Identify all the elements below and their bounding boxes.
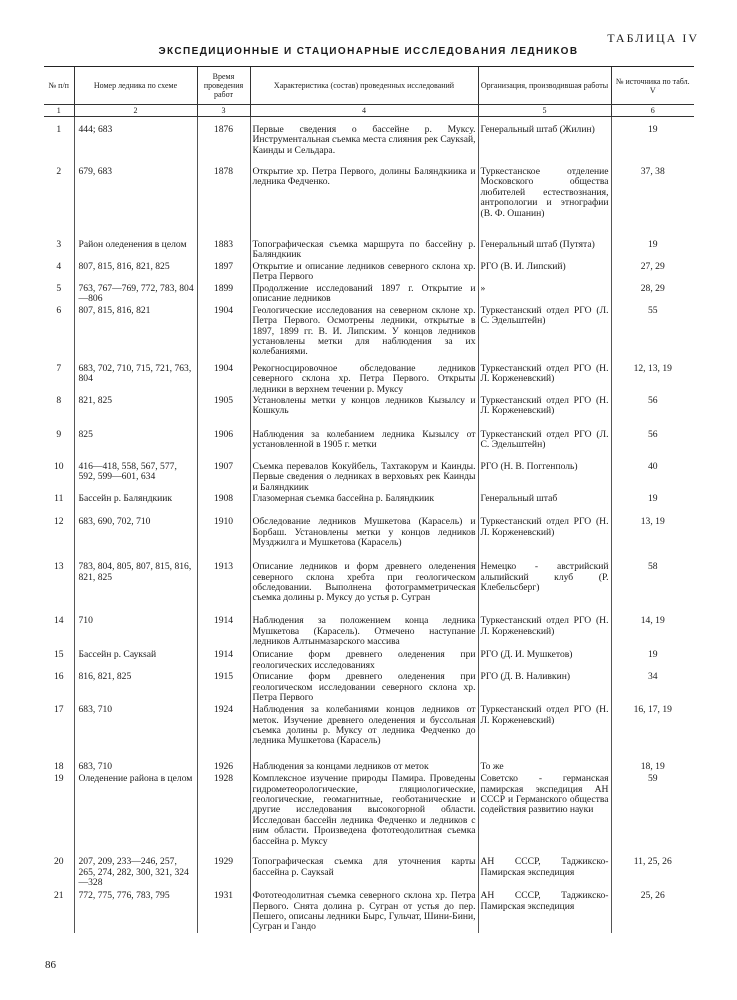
- table-row: [44, 757, 694, 773]
- year-cell: 1904: [197, 359, 250, 395]
- row-number-cell: 4: [56, 260, 62, 272]
- description-cell: Комплексное изучение природы Памира. Проведены гидрометеорологические, гляциологические, геологические, геомагнитные, геоботанические и другие исследования высокогорной области. Исследован бассейн ледника Федченко и ледников с ним области. Произведена фототеодолитная съемка бассейна р. Муксу: [250, 773, 478, 856]
- year-cell: 1904: [197, 305, 250, 359]
- glacier-numbers-cell: 207, 209, 233—246, 257, 265, 274, 282, 300, 321, 324—328: [74, 856, 197, 889]
- year-cell: 1907: [197, 461, 250, 493]
- table-row: [44, 614, 694, 648]
- description-cell: Топографическая съемка маршрута по бассейну р. Баляндкиик: [250, 233, 478, 261]
- year-cell: 1883: [197, 233, 250, 261]
- header-cell-source: № источника по табл. V: [611, 67, 694, 105]
- header-number: 1: [44, 105, 74, 117]
- table-row: [44, 704, 694, 757]
- table-row: [44, 359, 694, 395]
- year-cell: 1915: [197, 671, 250, 704]
- source-cell: 19: [611, 493, 694, 514]
- glacier-numbers-cell: 683, 710: [74, 704, 197, 757]
- glacier-numbers-cell: 679, 683: [74, 164, 197, 233]
- row-number-cell: 11: [54, 493, 64, 505]
- source-cell: 27, 29: [611, 261, 694, 283]
- header-number: 5: [478, 105, 611, 117]
- organization-cell: Генеральный штаб: [478, 493, 611, 514]
- organization-cell: Советско - германская памирская экспедиция АН СССР и Германского общества содействия развитию науки: [478, 773, 611, 856]
- source-cell: 14, 19: [611, 614, 694, 648]
- source-cell: 59: [611, 773, 694, 856]
- glacier-numbers-cell: 816, 821, 825: [74, 671, 197, 704]
- organization-cell: Туркестанское отделение Московского общества любителей естествознания, антропологии и этнографии (В. Ф. Ошанин): [478, 164, 611, 233]
- description-cell: Открытие хр. Петра Первого, долины Баляндкиика и ледника Федченко.: [250, 164, 478, 233]
- header-number: 2: [74, 105, 197, 117]
- header-number: 4: [250, 105, 478, 117]
- table-row: [44, 261, 694, 283]
- glacier-numbers-cell: 763, 767—769, 772, 783, 804—806: [74, 283, 197, 305]
- year-cell: 1913: [197, 559, 250, 614]
- organization-cell: Немецко - австрийский альпийский клуб (Р. Клебельсберг): [478, 559, 611, 614]
- table-label: ТАБЛИЦА IV: [607, 31, 699, 45]
- table-row: [44, 117, 694, 165]
- glacier-numbers-cell: 710: [74, 614, 197, 648]
- description-cell: Рекогносцировочное обследование ледников северного склона хр. Петра Первого. Открыты ледники в верхнем течении р. Муксу: [250, 359, 478, 395]
- year-cell: 1899: [197, 283, 250, 305]
- organization-cell: РГО (Д. В. Наливкин): [478, 671, 611, 704]
- row-number-cell: 18: [53, 761, 64, 773]
- header-cell-glacier: Номер ледника по схеме: [74, 67, 197, 105]
- glacier-numbers-cell: 416—418, 558, 567, 577, 592, 599—601, 634: [74, 461, 197, 493]
- row-number-cell: 21: [53, 890, 64, 902]
- description-cell: Установлены метки у концов ледников Кызылсу и Кошкуль: [250, 395, 478, 427]
- table-row: [44, 773, 694, 856]
- organization-cell: Туркестанский отдел РГО (Н. Л. Корженевский): [478, 514, 611, 559]
- glacier-numbers-cell: 683, 710: [74, 757, 197, 773]
- year-cell: 1908: [197, 493, 250, 514]
- year-cell: 1910: [197, 514, 250, 559]
- source-cell: 37, 38: [611, 164, 694, 233]
- description-cell: Глазомерная съемка бассейна р. Баляндкиик: [250, 493, 478, 514]
- table-row: [44, 514, 694, 559]
- year-cell: 1878: [197, 164, 250, 233]
- source-cell: 18, 19: [611, 757, 694, 773]
- source-cell: 56: [611, 395, 694, 427]
- organization-cell: АН СССР, Таджикско-Памирская экспедиция: [478, 889, 611, 933]
- description-cell: Продолжение исследований 1897 г. Открытие и описание ледников: [250, 283, 478, 305]
- source-cell: 40: [611, 461, 694, 493]
- row-number-cell: 1: [56, 124, 62, 135]
- organization-cell: Генеральный штаб (Жилин): [478, 117, 611, 165]
- glacier-numbers-cell: Бассейн р. Саукsай: [74, 648, 197, 671]
- glacier-numbers-cell: Бассейн р. Баляндкиик: [74, 493, 197, 514]
- glacier-numbers-cell: 444; 683: [74, 117, 197, 165]
- header-cell-time: Время проведения работ: [197, 67, 250, 105]
- source-cell: 28, 29: [611, 283, 694, 305]
- source-cell: 55: [611, 305, 694, 359]
- table-header: [44, 67, 694, 117]
- row-number-cell: 16: [53, 671, 64, 683]
- row-number-cell: 8: [56, 395, 62, 407]
- description-cell: Описание ледников и форм древнего оледенения северного склона хребта при геологическом обследовании. Выполнена фотограмметрическая съемка долины р. Муксу до устья р. Сугран: [250, 559, 478, 614]
- year-cell: 1931: [197, 889, 250, 933]
- source-cell: 19: [611, 648, 694, 671]
- table-row: [44, 671, 694, 704]
- organization-cell: Туркестанский отдел РГО (Л. С. Эдельштейн): [478, 427, 611, 461]
- description-cell: Наблюдения за концами ледников от меток: [250, 757, 478, 773]
- row-number-cell: 6: [56, 304, 62, 316]
- glacier-numbers-cell: 821, 825: [74, 395, 197, 427]
- table-row: [44, 559, 694, 614]
- row-number-cell: 17: [53, 704, 64, 716]
- source-cell: 19: [611, 117, 694, 165]
- year-cell: 1905: [197, 395, 250, 427]
- organization-cell: »: [478, 283, 611, 305]
- glacier-numbers-cell: Оледенение района в целом: [74, 773, 197, 856]
- table-row: [44, 856, 694, 889]
- header-row: [44, 67, 694, 105]
- year-cell: 1897: [197, 261, 250, 283]
- year-cell: 1928: [197, 773, 250, 856]
- table-row: [44, 493, 694, 514]
- year-cell: 1924: [197, 704, 250, 757]
- organization-cell: РГО (В. И. Липский): [478, 261, 611, 283]
- organization-cell: То же: [478, 757, 611, 773]
- year-cell: 1876: [197, 117, 250, 165]
- row-number-cell: 12: [53, 516, 64, 528]
- glacier-numbers-cell: 783, 804, 805, 807, 815, 816, 821, 825: [74, 559, 197, 614]
- year-cell: 1906: [197, 427, 250, 461]
- table-row: [44, 461, 694, 493]
- table-row: [44, 233, 694, 261]
- expeditions-table: [44, 66, 694, 933]
- source-cell: 12, 13, 19: [611, 359, 694, 395]
- header-number: 6: [611, 105, 694, 117]
- table-row: [44, 889, 694, 933]
- description-cell: Описание форм древнего оледенения при геологическом исследовании северного склона хр. Петра Первого: [250, 671, 478, 704]
- header-number: 3: [197, 105, 250, 117]
- glacier-numbers-cell: 807, 815, 816, 821, 825: [74, 261, 197, 283]
- description-cell: Наблюдения за положением конца ледника Мушкетова (Карасель). Отмечено наступание ледников Алтынмазарского массива: [250, 614, 478, 648]
- header-cell-index: № п/п: [44, 67, 74, 105]
- year-cell: 1914: [197, 614, 250, 648]
- row-number-cell: 10: [53, 461, 64, 473]
- source-cell: 34: [611, 671, 694, 704]
- year-cell: 1914: [197, 648, 250, 671]
- source-cell: 16, 17, 19: [611, 704, 694, 757]
- row-number-cell: 7: [56, 362, 62, 374]
- page-number: 86: [45, 959, 56, 971]
- table-row: [44, 395, 694, 427]
- organization-cell: Генеральный штаб (Путята): [478, 233, 611, 261]
- header-cell-organization: Организация, производившая работы: [478, 67, 611, 105]
- description-cell: Первые сведения о бассейне р. Муксу. Инструментальная съемка места слияния рек Саукsай, Каинды и Сельдара.: [250, 117, 478, 165]
- source-cell: 19: [611, 233, 694, 261]
- row-number-cell: 14: [53, 615, 64, 627]
- table-row: [44, 648, 694, 671]
- header-cell-description: Характеристика (состав) проведенных исследований: [250, 67, 478, 105]
- source-cell: 56: [611, 427, 694, 461]
- organization-cell: Туркестанский отдел РГО (Л. С. Эдельштейн): [478, 305, 611, 359]
- table-body: [44, 117, 694, 934]
- table-row: [44, 427, 694, 461]
- description-cell: Открытие и описание ледников северного склона хр. Петра Первого: [250, 261, 478, 283]
- row-number-cell: 20: [53, 856, 64, 868]
- row-number-cell: 9: [56, 429, 62, 441]
- page-title: ЭКСПЕДИЦИОННЫЕ И СТАЦИОНАРНЫЕ ИССЛЕДОВАНИЯ ЛЕДНИКОВ: [158, 46, 579, 57]
- table-row: [44, 283, 694, 305]
- organization-cell: АН СССР, Таджикско-Памирская экспедиция: [478, 856, 611, 889]
- row-number-cell: 2: [56, 166, 62, 177]
- glacier-numbers-cell: 807, 815, 816, 821: [74, 305, 197, 359]
- header-number-row: [44, 105, 694, 117]
- organization-cell: Туркестанский отдел РГО (Н. Л. Корженевский): [478, 704, 611, 757]
- source-cell: 25, 26: [611, 889, 694, 933]
- organization-cell: Туркестанский отдел РГО (Н. Л. Корженевский): [478, 359, 611, 395]
- row-number-cell: 13: [53, 561, 64, 573]
- row-number-cell: 19: [53, 773, 64, 785]
- year-cell: 1929: [197, 856, 250, 889]
- glacier-numbers-cell: 683, 702, 710, 715, 721, 763, 804: [74, 359, 197, 395]
- table-row: [44, 164, 694, 233]
- row-number-cell: 3: [56, 239, 62, 250]
- description-cell: Наблюдения за колебанием ледника Кызылсу от установленной в 1905 г. метки: [250, 427, 478, 461]
- organization-cell: РГО (Н. В. Поггенполь): [478, 461, 611, 493]
- description-cell: Обследование ледников Мушкетова (Карасель) и Борбаш. Установлены метки у концов ледников Музджилга и Мушкетова (Карасель): [250, 514, 478, 559]
- source-cell: 13, 19: [611, 514, 694, 559]
- description-cell: Топографическая съемка для уточнения карты бассейна р. Саукsай: [250, 856, 478, 889]
- source-cell: 58: [611, 559, 694, 614]
- row-number-cell: 5: [56, 282, 62, 294]
- organization-cell: Туркестанский отдел РГО (Н. Л. Корженевский): [478, 395, 611, 427]
- description-cell: Описание форм древнего оледенения при геологических исследованиях: [250, 648, 478, 671]
- source-cell: 11, 25, 26: [611, 856, 694, 889]
- row-number-cell: 15: [53, 649, 64, 661]
- glacier-numbers-cell: Район оледенения в целом: [74, 233, 197, 261]
- description-cell: Съемка перевалов Кокуйбель, Тахтакорум и Каинды. Первые сведения о ледниках в верховьях рек Каинды и Баляндкиик: [250, 461, 478, 493]
- organization-cell: РГО (Д. И. Мушкетов): [478, 648, 611, 671]
- description-cell: Геологические исследования на северном склоне хр. Петра Первого. Осмотрены ледники, открытые в 1897, 1899 гг. В. И. Липским. У концов ледников установлены метки для наблюдения за их колебаниями.: [250, 305, 478, 359]
- glacier-numbers-cell: 683, 690, 702, 710: [74, 514, 197, 559]
- description-cell: Фототеодолитная съемка северного склона хр. Петра Первого. Снята долина р. Сугран от устья до пер. Пешего, описаны ледники Бырс, Гульчат, Шини-Бини, Сугран и Гандо: [250, 889, 478, 933]
- organization-cell: Туркестанский отдел РГО (Н. Л. Корженевский): [478, 614, 611, 648]
- year-cell: 1926: [197, 757, 250, 773]
- glacier-numbers-cell: 825: [74, 427, 197, 461]
- description-cell: Наблюдения за колебаниями концов ледников от меток. Изучение древнего оледенения и буссольная съемка долины р. Муксу от ледника Федченко до ледника Мушкетова (Карасель): [250, 704, 478, 757]
- glacier-numbers-cell: 772, 775, 776, 783, 795: [74, 889, 197, 933]
- table-row: [44, 305, 694, 359]
